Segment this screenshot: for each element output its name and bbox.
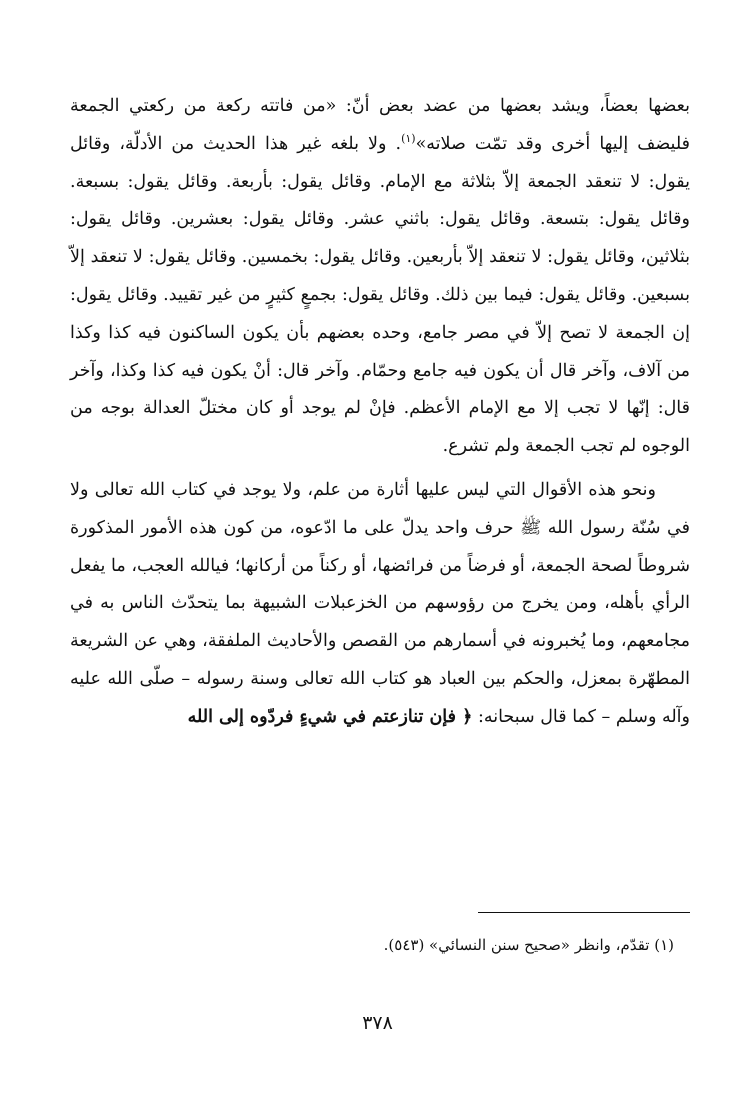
paragraph-2 (70, 472, 690, 737)
page-number: ٣٧٨ (362, 1012, 393, 1034)
quran-verse: ﴿ فإن تنازعتم في شيءٍ فردّوه إلى الله (187, 706, 473, 727)
footnote-reference: (١) (401, 131, 416, 145)
paragraph-1-rest: . ولا بلغه غير هذا الحديث من الأدلّة، وقائل يقول: لا تنعقد الجمعة إلاّ بثلاثة مع الإمام. وقائل يقول: بأربعة. وقائل يقول: بسبعة. وقائل يقول: بتسعة. وقائل يقول: باثني عشر. وقائل يقول: بعشرين. وقائل يقول: بثلاثين، وقائل يقول: لا تنعقد إلاّ بأربعين. وقائل يقول: بخمسين. وقائل يقول: لا تنعقد إلاّ بسبعين. وقائل يقول: فيما بين ذلك. وقائل يقول: بجمعٍ كثيرٍ من غير تقييد. وقائل يقول: إن الجمعة لا تصح إلاّ في مصر جامع، وحده بعضهم بأن يكون الساكنون فيه كذا وكذا من آلاف، وآخر قال أن يكون فيه جامع وحمّام. وآخر قال: أنْ يكون فيه كذا وكذا، وآخر قال: إنّها لا تجب إلا مع الإمام الأعظم. فإنْ لم يوجد أو كان مختلّ العدالة بوجه من الوجوه لم تجب الجمعة ولم تشرع. (70, 133, 690, 457)
paragraph-2-text: ونحو هذه الأقوال التي ليس عليها أثارة من علم، ولا يوجد في كتاب الله تعالى ولا في سُنّة رسول الله ﷺ حرف واحد يدلّ على ما ادّعوه، من كون هذه الأمور المذكورة شروطاً لصحة الجمعة، أو فرضاً من فرائضها، أو ركناً من أركانها؛ فيالله العجب، ما يفعل الرأي بأهله، ومن يخرج من رؤوسهم من الخزعبلات الشبيهة بما يتحدّث الناس به في مجامعهم، وما يُخبرونه في أسمارهم من القصص والأحاديث الملفقة، وهي عن الشريعة المطهّرة بمعزل، والحكم بين العباد هو كتاب الله تعالى وسنة رسوله – صلّى الله عليه وآله وسلم – كما قال سبحانه: (70, 479, 690, 727)
footnote-separator (478, 912, 690, 913)
main-text (70, 88, 690, 737)
footnote: (١) تقدّم، وانظر «صحيح سنن النسائي» (٥٤٣). (383, 936, 674, 954)
paragraph-1-start: بعضها بعضاً، ويشد بعضها من عضد بعض أنّ: «من فاتته ركعة من ركعتي الجمعة فليضف إليها أخرى وقد تمّت صلاته» (70, 96, 690, 154)
paragraph-1 (70, 88, 690, 466)
